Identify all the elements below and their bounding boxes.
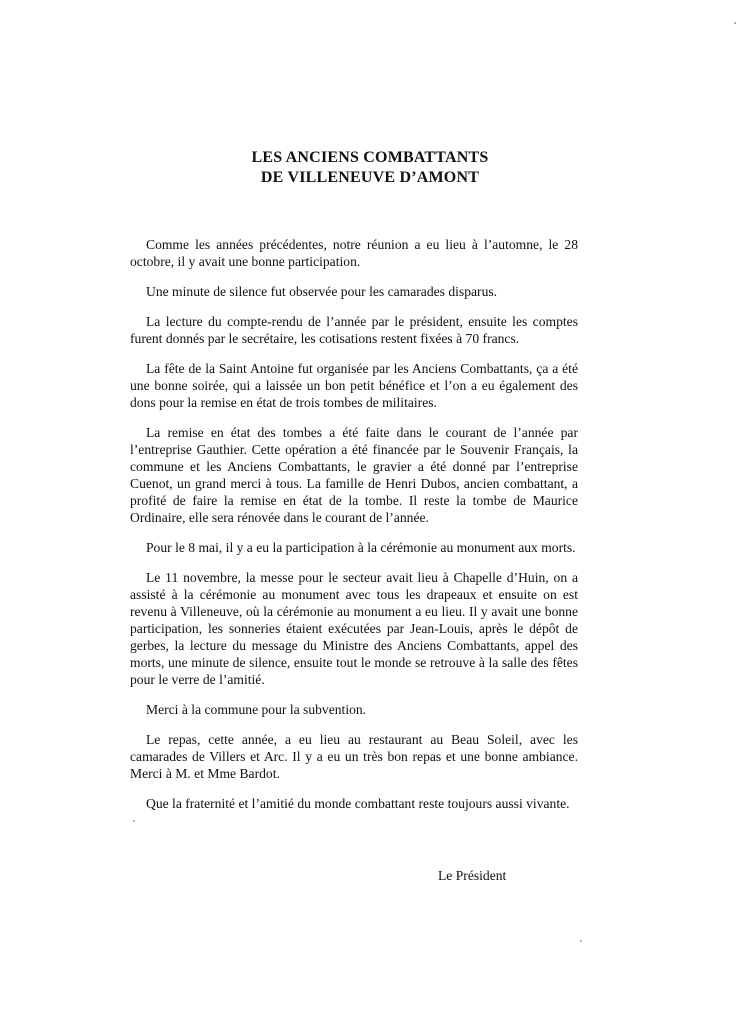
scan-speck — [580, 940, 582, 942]
title-line-1: LES ANCIENS COMBATTANTS — [251, 149, 489, 166]
paragraph: Comme les années précédentes, notre réunion a eu lieu à l’automne, le 28 octobre, il y avait une bonne participation. — [130, 237, 578, 269]
paragraph: Le repas, cette année, a eu lieu au restaurant au Beau Soleil, avec les camarades de Villers et Arc. Il y a eu un très bon repas et une bonne ambiance. Merci à M. et Mme Bardot. — [130, 732, 578, 781]
document-body — [130, 236, 578, 825]
paragraph: Merci à la commune pour la subvention. — [146, 702, 367, 717]
scan-speck — [734, 22, 736, 24]
title-line-2: DE VILLENEUVE D’AMONT — [260, 169, 480, 186]
document-title — [0, 148, 740, 188]
scan-speck — [133, 820, 135, 822]
paragraph: Une minute de silence fut observée pour les camarades disparus. — [146, 284, 498, 299]
paragraph: Le 11 novembre, la messe pour le secteur avait lieu à Chapelle d’Huin, on a assisté à la cérémonie au monument avec tous les drapeaux et ensuite on est revenu à Villeneuve, où la cérémonie au monument a eu lieu. Il y avait une bonne participation, les sonneries étaient exécutées par Jean-Louis, après le dépôt de gerbes, la lecture du message du Ministre des Anciens Combattants, appel des morts, une minute de silence, ensuite tout le monde se retrouve à la salle des fêtes pour le verre de l’amitié. — [130, 570, 578, 687]
paragraph: Pour le 8 mai, il y a eu la participation à la cérémonie au monument aux morts. — [146, 540, 576, 555]
paragraph: Que la fraternité et l’amitié du monde combattant reste toujours aussi vivante. — [146, 796, 570, 811]
paragraph: La lecture du compte-rendu de l’année par le président, ensuite les comptes furent donnés par le secrétaire, les cotisations restent fixées à 70 francs. — [130, 314, 578, 346]
signature: Le Président — [438, 868, 507, 883]
paragraph: La fête de la Saint Antoine fut organisée par les Anciens Combattants, ça a été une bonne soirée, qui a laissée un bon petit bénéfice et l’on a eu également des dons pour la remise en état de trois tombes de militaires. — [130, 361, 578, 410]
paragraph: La remise en état des tombes a été faite dans le courant de l’année par l’entreprise Gauthier. Cette opération a été financée par le Souvenir Français, la commune et les Anciens Combattants, le gravier a été donné par l’entreprise Cuenot, un grand merci à tous. La famille de Henri Dubos, ancien combattant, a profité de faire la remise en état de la tombe. Il reste la tombe de Maurice Ordinaire, elle sera rénovée dans le courant de l’année. — [130, 425, 578, 525]
